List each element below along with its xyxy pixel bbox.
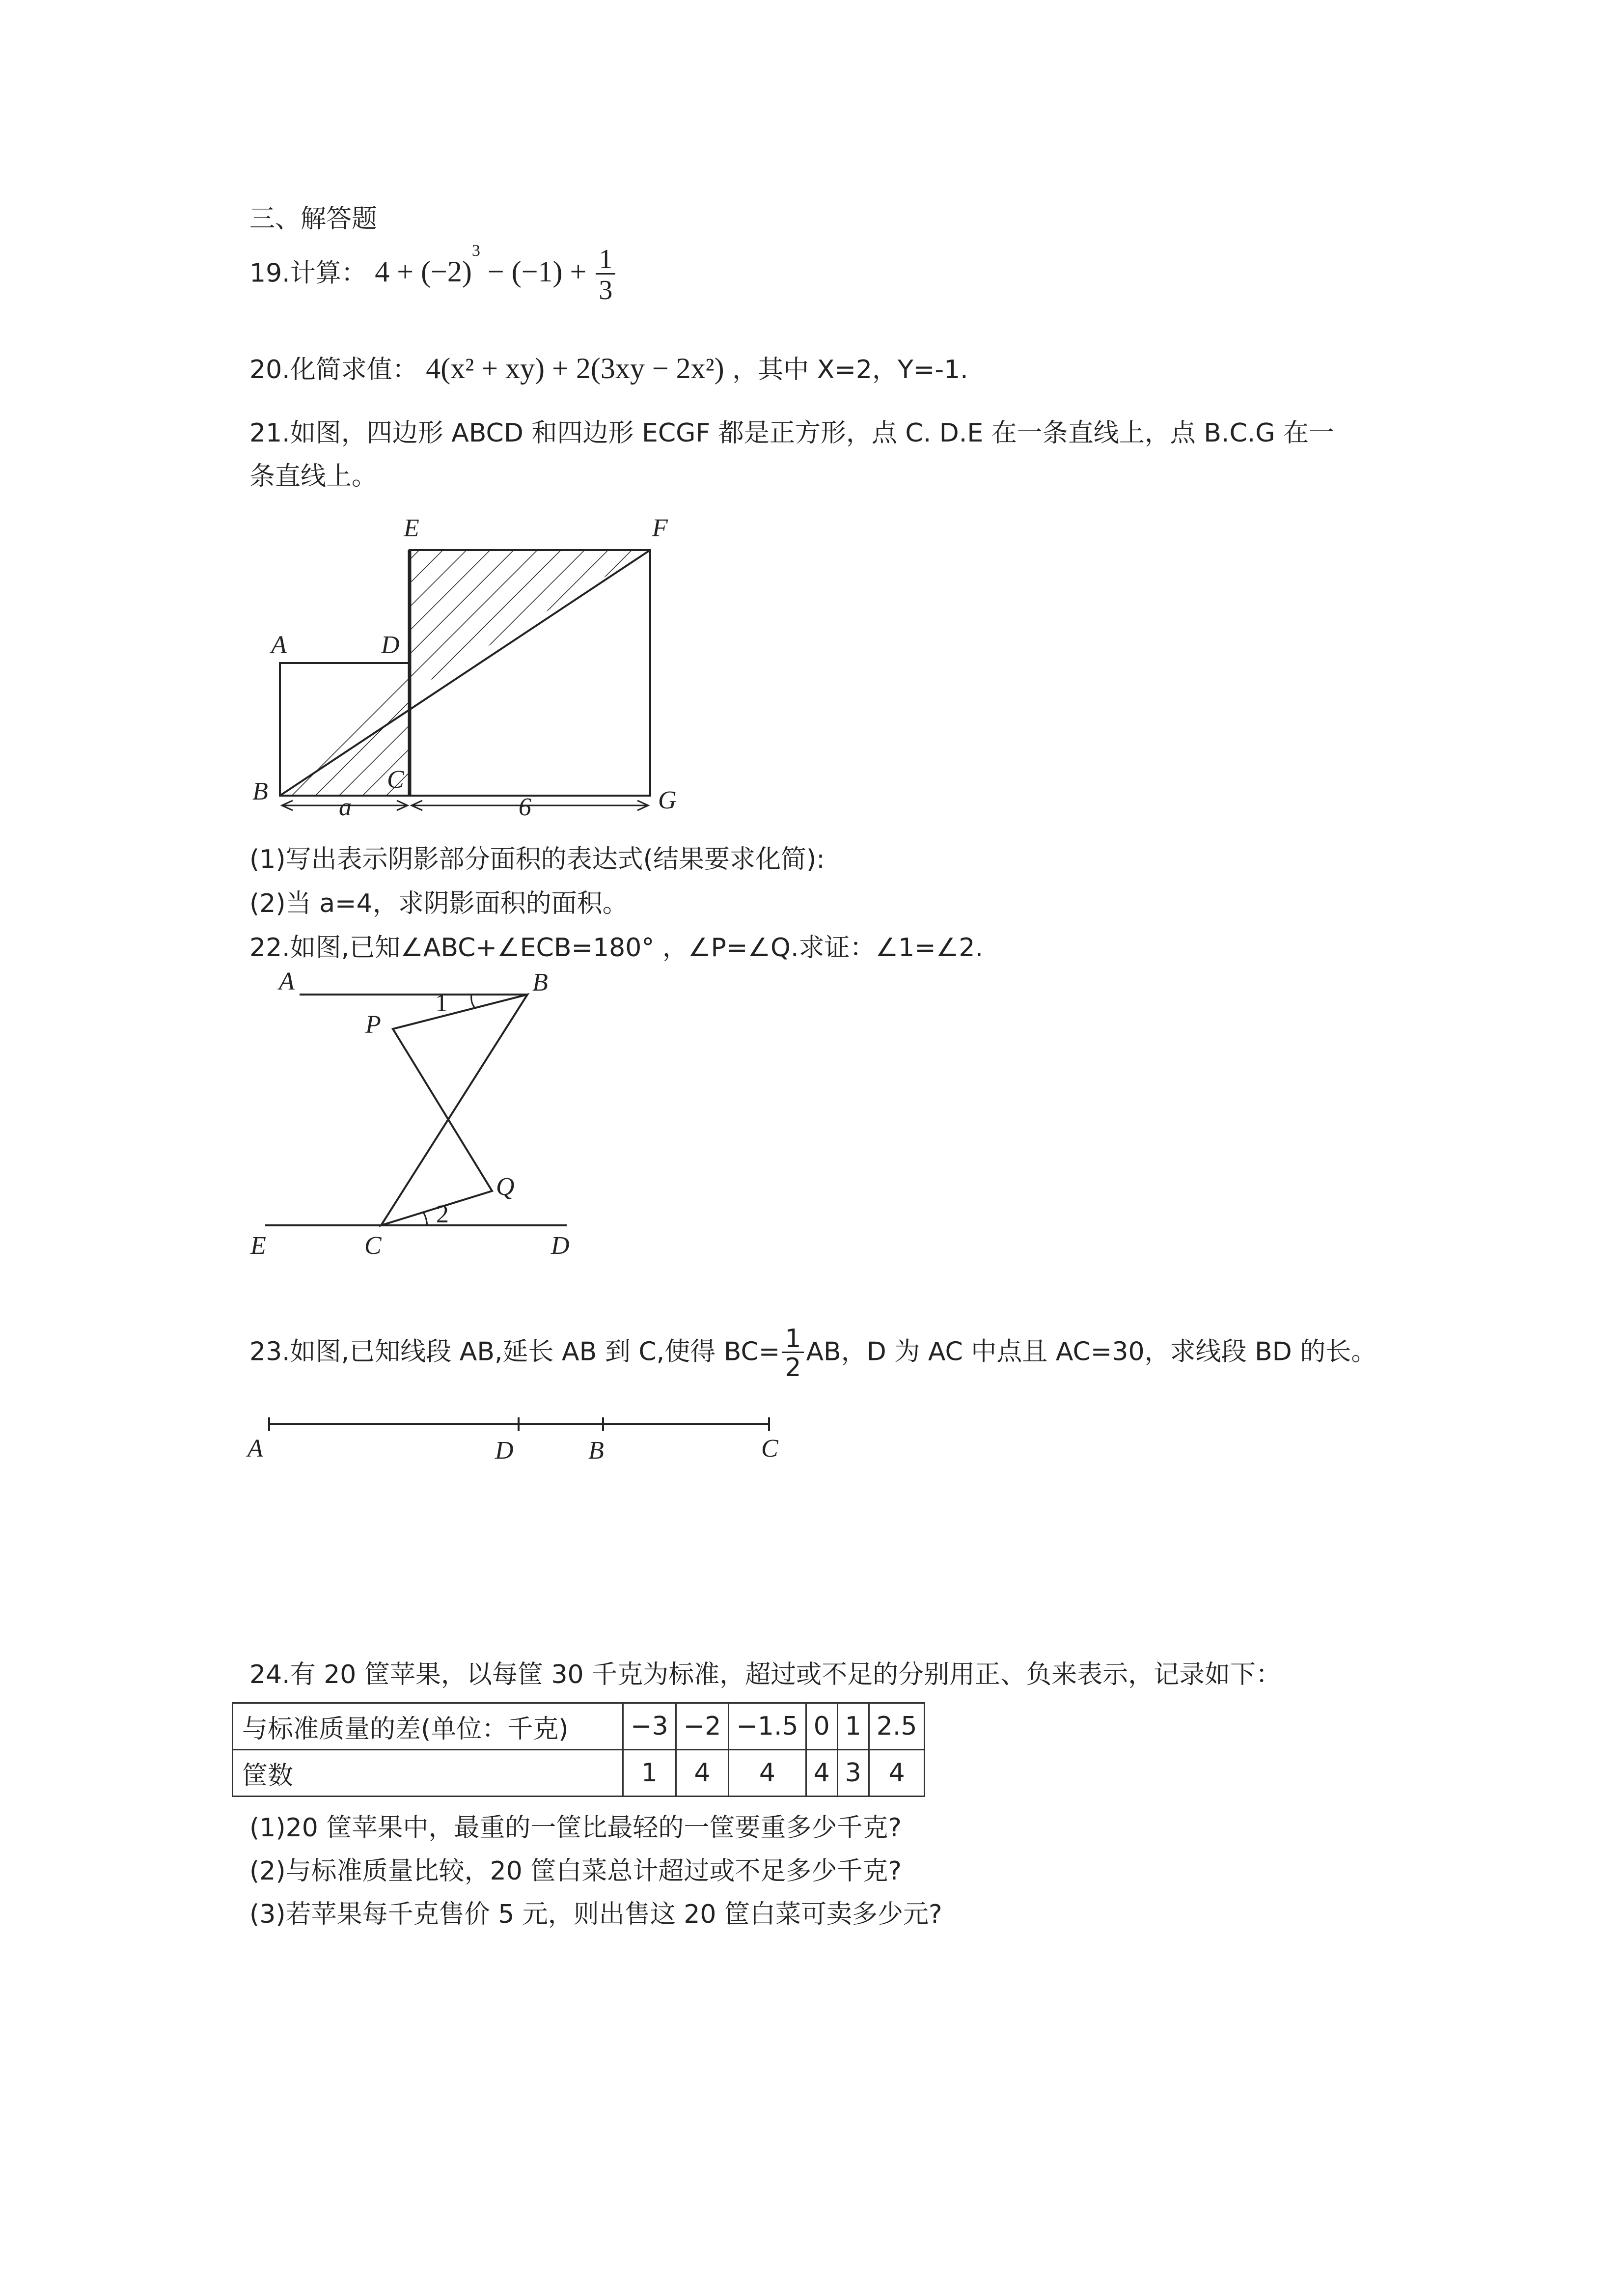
label-G: G <box>658 786 677 814</box>
table-header-cell: 筐数 <box>233 1750 623 1797</box>
table-cell: −3 <box>623 1703 676 1750</box>
label-B: B <box>532 968 548 996</box>
q24-record-table <box>232 1702 925 1797</box>
label-Q: Q <box>496 1173 515 1201</box>
table-cell: 4 <box>676 1750 729 1797</box>
q19-label: 19.计算： <box>249 258 367 288</box>
q19-expression: $4 + (-2)^3 - (-1)$ + $\frac{1}{3}$ <box>375 255 617 288</box>
label-2: 2 <box>436 1200 449 1228</box>
q24-sub3: (3)若苹果每千克售价 5 元，则出售这 20 筐白菜可卖多少元? <box>249 1900 942 1929</box>
label-a: a <box>339 793 352 821</box>
label-D: D <box>381 631 400 659</box>
label-F: F <box>652 514 668 542</box>
label-D: D <box>551 1232 570 1260</box>
label-E: E <box>250 1232 266 1260</box>
q23-text <box>249 1326 1376 1381</box>
label-B: B <box>252 777 268 805</box>
table-cell: 4 <box>869 1750 925 1797</box>
table-cell: 1 <box>837 1703 869 1750</box>
table-cell: 1 <box>623 1750 676 1797</box>
label-C: C <box>387 766 404 794</box>
table-row <box>233 1703 925 1750</box>
label-1: 1 <box>435 989 448 1017</box>
q19-frac-num: 1 <box>596 246 615 275</box>
q20-label: 20.化简求值： <box>249 355 418 385</box>
table-cell: −2 <box>676 1703 729 1750</box>
table-row <box>233 1750 925 1797</box>
q23-frac-den: 2 <box>785 1353 801 1383</box>
label-E: E <box>404 514 419 542</box>
label-C: C <box>364 1232 382 1260</box>
label-6: 6 <box>519 793 531 821</box>
table-cell: 4 <box>806 1750 837 1797</box>
label-P: P <box>365 1011 381 1039</box>
angle-2-arc <box>423 1213 427 1225</box>
q21-sub1: (1)写出表示阴影部分面积的表达式(结果要求化简): <box>249 845 825 874</box>
label-D: D <box>495 1437 514 1465</box>
section-title: 三、解答题 <box>249 204 378 234</box>
q20-tail: ，其中 X=2，Y=-1. <box>732 355 968 385</box>
label-A: A <box>279 968 295 996</box>
q20-expression: 4(x² + xy) + 2(3xy − 2x²) <box>426 352 724 385</box>
angle-1-arc <box>471 995 475 1008</box>
table-cell: 0 <box>806 1703 837 1750</box>
q24-sub1: (1)20 筐苹果中，最重的一筐比最轻的一筐要重多少千克? <box>249 1813 902 1843</box>
shaded-triangle-large <box>410 550 650 692</box>
q21-line1: 21.如图，四边形 ABCD 和四边形 ECGF 都是正方形，点 C. D.E 在一条直线上，点 B.C.G 在一 <box>249 418 1335 448</box>
q21-line2: 条直线上。 <box>249 462 378 491</box>
label-A: A <box>271 631 287 659</box>
q19-frac-den: 3 <box>599 275 613 305</box>
label-A: A <box>248 1435 263 1463</box>
table-cell: 2.5 <box>869 1703 925 1750</box>
q22-figure <box>241 970 614 1274</box>
q24-intro: 24.有 20 筐苹果，以每筐 30 千克为标准，超过或不足的分别用正、负来表示，记录如下： <box>249 1660 1282 1689</box>
q21-figure <box>246 511 688 825</box>
table-cell: 3 <box>837 1750 869 1797</box>
q23-post: AB，D 为 AC 中点且 AC=30，求线段 BD 的长。 <box>806 1337 1377 1367</box>
q22-text: 22.如图,已知∠ABC+∠ECB=180° ，∠P=∠Q.求证：∠1=∠2. <box>249 933 983 963</box>
table-header-cell: 与标准质量的差(单位：千克) <box>233 1703 623 1750</box>
q24-sub2: (2)与标准质量比较，20 筐白菜总计超过或不足多少千克? <box>249 1856 902 1886</box>
q21-sub2: (2)当 a=4，求阴影面积的面积。 <box>249 889 628 918</box>
label-C: C <box>761 1435 778 1463</box>
table-cell: 4 <box>729 1750 806 1797</box>
question-19 <box>249 242 617 305</box>
q23-pre: 23.如图,已知线段 AB,延长 AB 到 C,使得 BC= <box>249 1337 780 1367</box>
q23-figure <box>246 1410 805 1464</box>
table-cell: −1.5 <box>729 1703 806 1750</box>
question-20 <box>249 354 968 383</box>
label-B: B <box>588 1437 604 1465</box>
q23-frac-num: 1 <box>782 1326 804 1353</box>
